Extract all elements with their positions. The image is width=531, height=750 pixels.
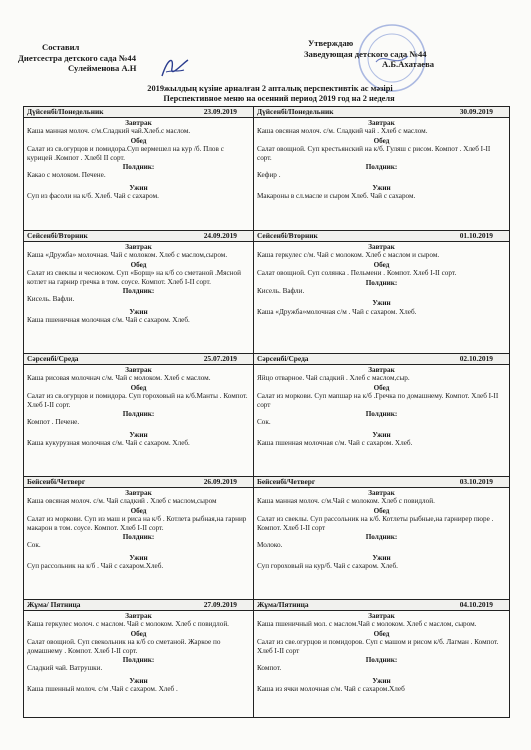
day-header [254,599,509,611]
lunch-heading: Обед [130,629,147,638]
lunch-heading: Обед [373,383,390,392]
breakfast-text: Каша геркулес молоч. с маслом. Чай с молоком. Хлеб с повидлой. [27,620,229,629]
day-date: 01.10.2019 [459,231,493,240]
approver-block [304,38,519,70]
lunch-text: Салат из све.огурцов и помидоров. Суп с машом и рисом к/б. Лагман . Компот. Хлеб I-II сорт [257,638,499,655]
day-name: Жұма/ Пятница [27,600,81,609]
breakfast-heading: Завтрак [125,243,152,251]
snack-text: Кефир . [257,171,281,180]
day-name: Бейсенбі/Четверг [27,477,86,486]
dinner-heading: Ужин [372,299,391,308]
breakfast-text: Каша геркулес с/м. Чай с молоком. Хлеб с маслом и сыром. [257,251,440,260]
snack-text: Кисель. Вафли. [257,287,305,296]
dinner-text: Суп гороховый на кур/б. Чай с сахаром. Хлеб. [257,562,398,571]
dinner-heading: Ужин [129,553,148,562]
day-date: 04.10.2019 [459,600,493,609]
day-block-left-4 [24,476,253,571]
lunch-text: Салат овощной. Суп солянка . Пельмени . Компот. Хлеб I-II сорт. [257,269,457,278]
day-header [254,107,509,118]
dinner-heading: Ужин [372,430,391,439]
dinner-text: Суп из фасоли на к/б. Хлеб. Чай с сахаром. [27,192,159,201]
dinner-text: Каша из ячки молочная с/м. Чай с сахаром.Хлеб [257,685,405,694]
dinner-text: Каша пшеничная молочная с/м. Чай с сахаром. Хлеб. [27,316,190,325]
day-header [254,476,509,488]
breakfast-text: Каша рисовая молочнач с/м. Чай с молоком. Хлеб с маслом. [27,374,211,383]
snack-heading: Полдник: [122,287,155,296]
breakfast-heading: Завтрак [125,366,152,374]
breakfast-heading: Завтрак [368,366,395,374]
lunch-text: Салат из свеклы и чесноком. Суп «Борщ» на к/б со сметаной .Мясной котлет на гарнир гречка в том. соусе. Компот. Хлеб I-II сорт. [27,269,241,286]
snack-text: Какао с молоком. Печене. [27,171,106,180]
day-header [254,353,509,365]
snack-heading: Полдник: [122,163,155,172]
menu-table [23,106,510,718]
dinner-text: Каша пшенная молочная с/м. Чай с сахаром. Хлеб. [257,439,413,448]
day-name: Сәрсенбі/Среда [257,354,309,363]
day-date: 23.09.2019 [203,107,237,116]
breakfast-heading: Завтрак [368,612,395,620]
signature-icon [158,54,192,82]
day-date: 30.09.2019 [459,107,493,116]
day-header [254,230,509,242]
day-name: Дүйсенбі/Понедельник [27,107,104,116]
menu-title-ru: Перспективное меню на осенний период 2019 год на 2 неделя [163,94,395,103]
dinner-text: Макароны в сл.масле и сыром Хлеб. Чай с сахаром. [257,192,416,201]
day-block-left-3 [24,353,253,448]
snack-heading: Полдник: [365,410,398,419]
breakfast-text: Каша овсяная молоч. с/м. Чай сладкий . Хлеб с маслом,сыром [27,497,217,506]
lunch-text: Салат из моркови. Суп мапшар на к/б .Гречка по домашнему. Компот. Хлеб I-II сорт [257,392,499,409]
dinner-heading: Ужин [372,183,391,192]
day-date: 26.09.2019 [203,477,237,486]
breakfast-text: Каша овсяная молоч. с/м. Сладкий чай . Хлеб с маслом. [257,127,428,136]
dinner-text: Каша кукурузная молочная с/м. Чай с сахаром. Хлеб. [27,439,190,448]
day-name: Бейсенбі/Четверг [257,477,316,486]
compiler-name: Сулейменова А.Н [68,63,137,73]
lunch-heading: Обед [373,136,390,145]
day-date: 27.09.2019 [203,600,237,609]
menu-title-kz: 2019жылдың күзіне арналған 2 апталық перспективтік ас мәзірі [147,84,393,93]
snack-heading: Полдник: [122,533,155,542]
snack-heading: Полдник: [365,163,398,172]
snack-text: Сок. [257,418,271,427]
day-block-left-2 [24,230,253,325]
lunch-text: Салат овощной. Суп крестьянский на к/б. Гуляш с рисом. Компот . Хлеб I-II сорт. [257,145,491,162]
day-block-right-1 [254,107,509,201]
dinner-heading: Ужин [129,430,148,439]
approver-name: А.Б.Ахатаева [382,59,435,69]
dinner-text: Каша пшенный молоч. с/м .Чай с сахаром. Хлеб . [27,685,178,694]
dinner-heading: Ужин [129,676,148,685]
day-name: Сейсенбі/Вторник [257,231,318,240]
day-date: 24.09.2019 [203,231,237,240]
day-block-right-4 [254,476,509,571]
breakfast-heading: Завтрак [368,489,395,497]
breakfast-text: Каша манная молоч. с/м.Чай с молоком. Хлеб с повидлой. [257,497,435,506]
day-block-right-2 [254,230,509,316]
lunch-text: Салат из св.огурцов и помидора. Суп гороховый на к/б.Манты . Компот. Хлеб I-II сорт. [27,392,248,409]
lunch-text: Салат из свеклы. Суп рассольник на к/б. Котлеты рыбные,на гарнирер пюре . Компот. Хлеб I-II сорт [257,515,494,532]
day-date: 03.10.2019 [459,477,493,486]
compiler-title: Составил [42,42,80,52]
dinner-heading: Ужин [372,553,391,562]
snack-text: Компот. [257,664,282,673]
day-date: 02.10.2019 [459,354,493,363]
snack-text: Молоко. [257,541,283,550]
breakfast-text: Каша «Дружба» молочная. Чай с молоком. Хлеб с маслом,сыром. [27,251,228,260]
menu-title [30,84,510,104]
snack-heading: Полдник: [365,533,398,542]
breakfast-heading: Завтрак [368,119,395,127]
breakfast-text: Яйцо отварное. Чай сладкий . Хлеб с маслом,сыр. [257,374,410,383]
breakfast-text: Каша пшеничный мол. с маслом.Чай с молоком. Хлеб с маслом, сыром. [257,620,477,629]
snack-text: Сладкий чай. Ватрушки. [27,664,103,673]
compiler-position: Диетсестра детского сада №44 [18,52,137,63]
breakfast-heading: Завтрак [125,489,152,497]
day-header [24,107,253,118]
day-name: Дүйсенбі/Понедельник [257,107,334,116]
lunch-heading: Обед [130,260,147,269]
day-block-left-5 [24,599,253,694]
day-date: 25.07.2019 [203,354,237,363]
dinner-heading: Ужин [129,307,148,316]
day-block-right-5 [254,599,509,694]
week1-column [24,107,253,717]
snack-heading: Полдник: [122,656,155,665]
lunch-text: Салат овощной. Суп свекольник на к/б со сметаной. Жаркое по домашнему . Компот. Хлеб I-II сорт. [27,638,221,655]
lunch-heading: Обед [373,260,390,269]
breakfast-heading: Завтрак [125,119,152,127]
snack-text: Кисель. Вафли. [27,295,75,304]
breakfast-text: Каша манная молоч. с/м.Сладкий чай.Хлеб.с маслом. [27,127,191,136]
day-header [24,599,253,611]
lunch-text: Салат из св.огурцов и помидора.Суп вермешел на кур /б. Плов с курицей .Компот . Хлебl II сорт. [27,145,224,162]
lunch-heading: Обед [373,629,390,638]
day-block-right-3 [254,353,509,448]
snack-text: Компот . Печене. [27,418,80,427]
lunch-text: Салат из моркови. Суп из маш и риса на к/б . Котлета рыбная,на гарнир макарон в том. соусе. Компот. Хлеб I-II сорт. [27,515,247,532]
snack-text: Сок. [27,541,41,550]
week2-column [253,107,509,717]
day-header [24,476,253,488]
day-header [24,353,253,365]
day-block-left-1 [24,107,253,201]
lunch-heading: Обед [373,506,390,515]
lunch-heading: Обед [130,506,147,515]
dinner-heading: Ужин [129,183,148,192]
day-name: Жұма/Пятница [257,600,309,609]
snack-heading: Полдник: [122,410,155,419]
day-name: Сәрсенбі/Среда [27,354,79,363]
snack-heading: Полдник: [365,278,398,287]
day-name: Сейсенбі/Вторник [27,231,88,240]
lunch-heading: Обед [130,136,147,145]
dinner-heading: Ужин [372,676,391,685]
breakfast-heading: Завтрак [125,612,152,620]
dinner-text: Суп рассольник на к/б . Чай с сахаром.Хлеб. [27,562,164,571]
breakfast-heading: Завтрак [368,243,395,251]
approver-title: Утверждаю [308,38,354,48]
day-header [24,230,253,242]
lunch-heading: Обед [130,383,147,392]
snack-heading: Полдник: [365,656,398,665]
approver-position: Заведующая детского сада №44 [304,48,427,59]
dinner-text: Каша «Дружба»молочная с/м . Чай с сахаром. Хлеб. [257,307,417,316]
